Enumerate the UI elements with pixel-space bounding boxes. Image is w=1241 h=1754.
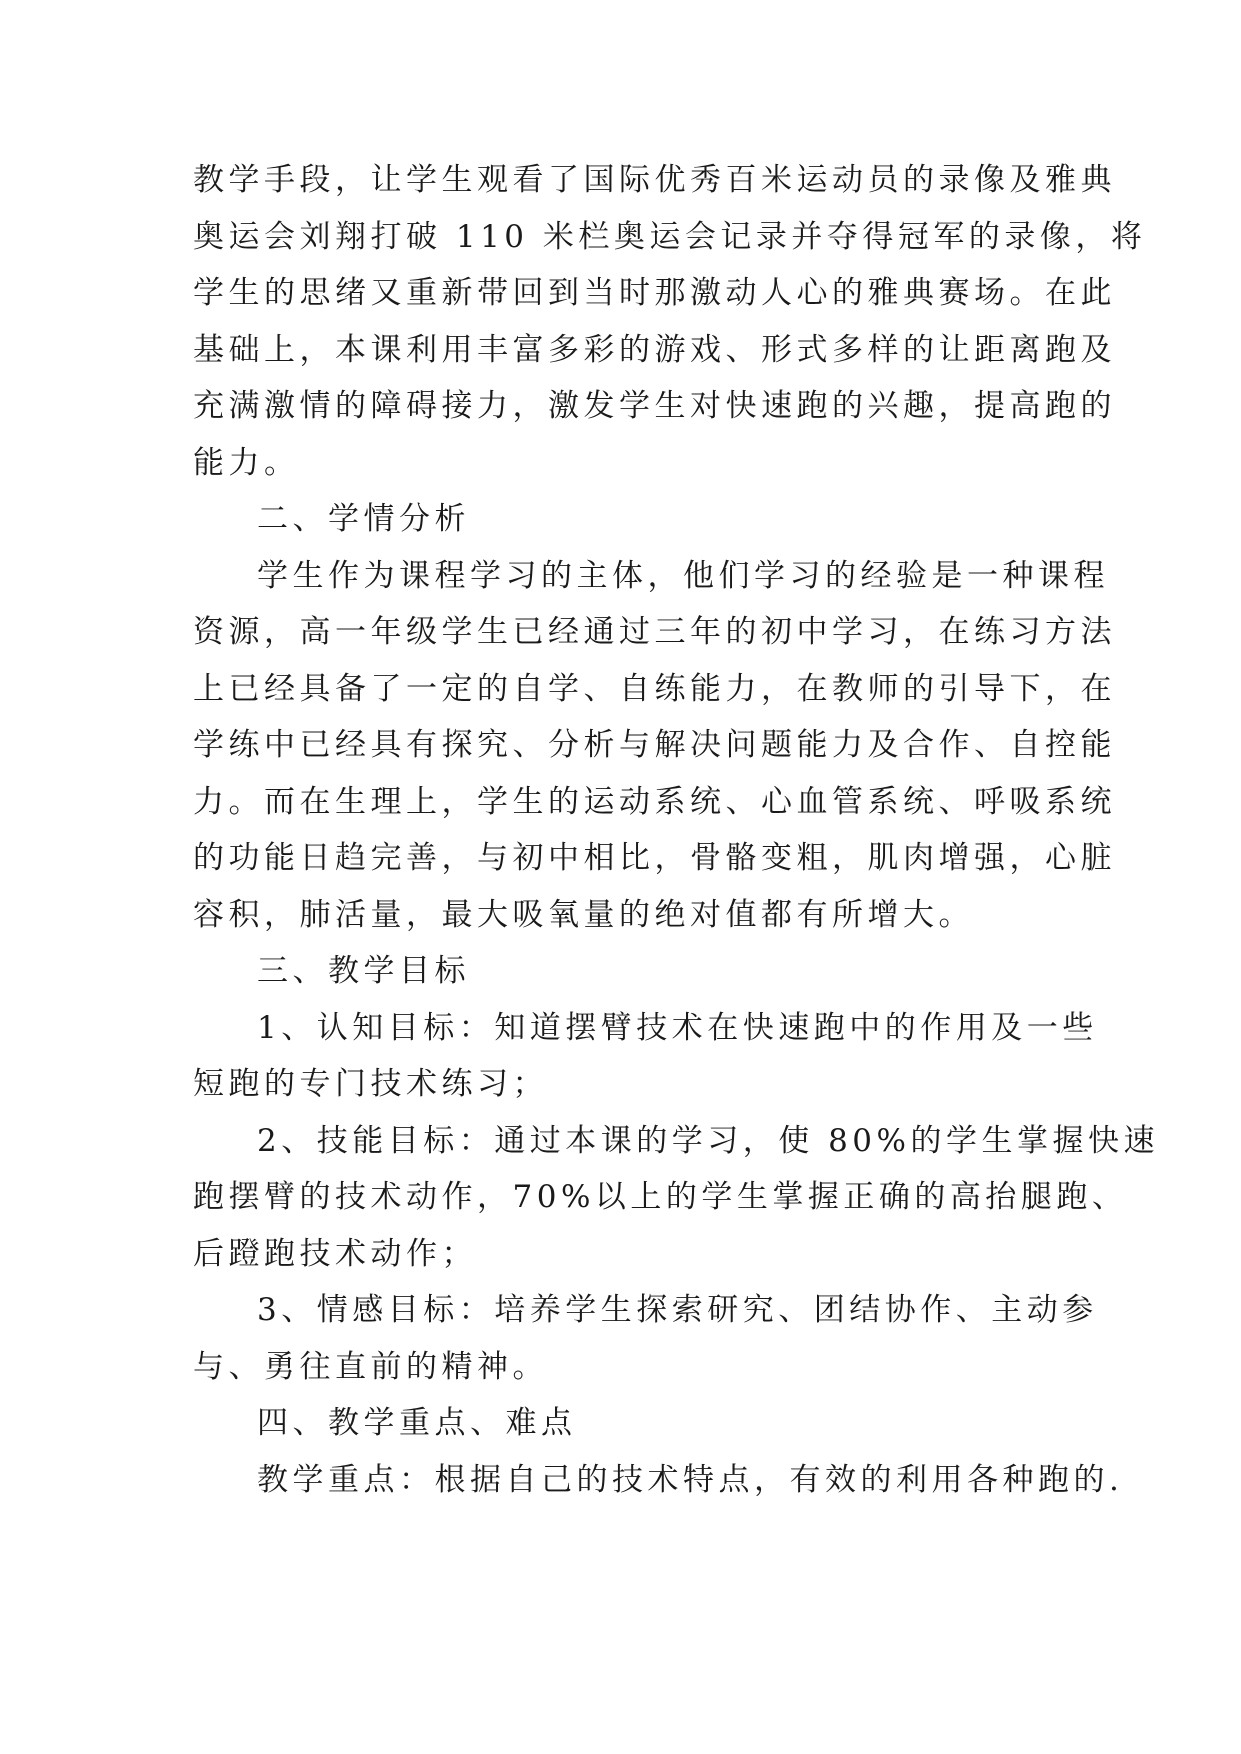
text-line: 1、认知目标：知道摆臂技术在快速跑中的作用及一些 xyxy=(257,1009,1098,1046)
text-line: 容积，肺活量，最大吸氧量的绝对值都有所增大。 xyxy=(193,896,974,933)
text-line: 跑摆臂的技术动作，70%以上的学生掌握正确的高抬腿跑、 xyxy=(193,1179,1128,1215)
text-line: 学生作为课程学习的主体，他们学习的经验是一种课程 xyxy=(257,557,1109,594)
text-line: 教学手段，让学生观看了国际优秀百米运动员的录像及雅典 xyxy=(193,162,1116,198)
section-heading: 四、教学重点、难点 xyxy=(257,1405,577,1441)
text-line: 能力。 xyxy=(193,444,300,481)
text-line: 学练中已经具有探究、分析与解决问题能力及合作、自控能 xyxy=(193,727,1116,763)
text-line: 基础上，本课利用丰富多彩的游戏、形式多样的让距离跑及 xyxy=(193,331,1116,368)
text-line: 上已经具备了一定的自学、自练能力，在教师的引导下，在 xyxy=(193,670,1116,707)
document-body xyxy=(193,152,1159,1508)
section-heading: 三、教学目标 xyxy=(257,953,470,989)
text-line: 2、技能目标：通过本课的学习，使 80%的学生掌握快速 xyxy=(257,1122,1159,1159)
text-line: 奥运会刘翔打破 110 米栏奥运会记录并夺得冠军的录像，将 xyxy=(193,218,1147,255)
text-line: 资源，高一年级学生已经通过三年的初中学习，在练习方法 xyxy=(193,614,1116,650)
section-heading: 二、学情分析 xyxy=(257,501,470,537)
text-line: 与、勇往直前的精神。 xyxy=(193,1348,548,1385)
text-line: 学生的思绪又重新带回到当时那激动人心的雅典赛场。在此 xyxy=(193,275,1116,311)
text-line: 3、情感目标：培养学生探索研究、团结协作、主动参 xyxy=(257,1292,1098,1328)
text-line: 后蹬跑技术动作； xyxy=(193,1235,477,1272)
text-line: 的功能日趋完善，与初中相比，骨骼变粗，肌肉增强，心脏 xyxy=(193,840,1116,876)
text-line: 教学重点：根据自己的技术特点，有效的利用各种跑的. xyxy=(257,1461,1124,1498)
text-line: 充满激情的障碍接力，激发学生对快速跑的兴趣，提高跑的 xyxy=(193,388,1116,424)
text-line: 力。而在生理上，学生的运动系统、心血管系统、呼吸系统 xyxy=(193,783,1116,820)
text-line: 短跑的专门技术练习； xyxy=(193,1066,548,1102)
